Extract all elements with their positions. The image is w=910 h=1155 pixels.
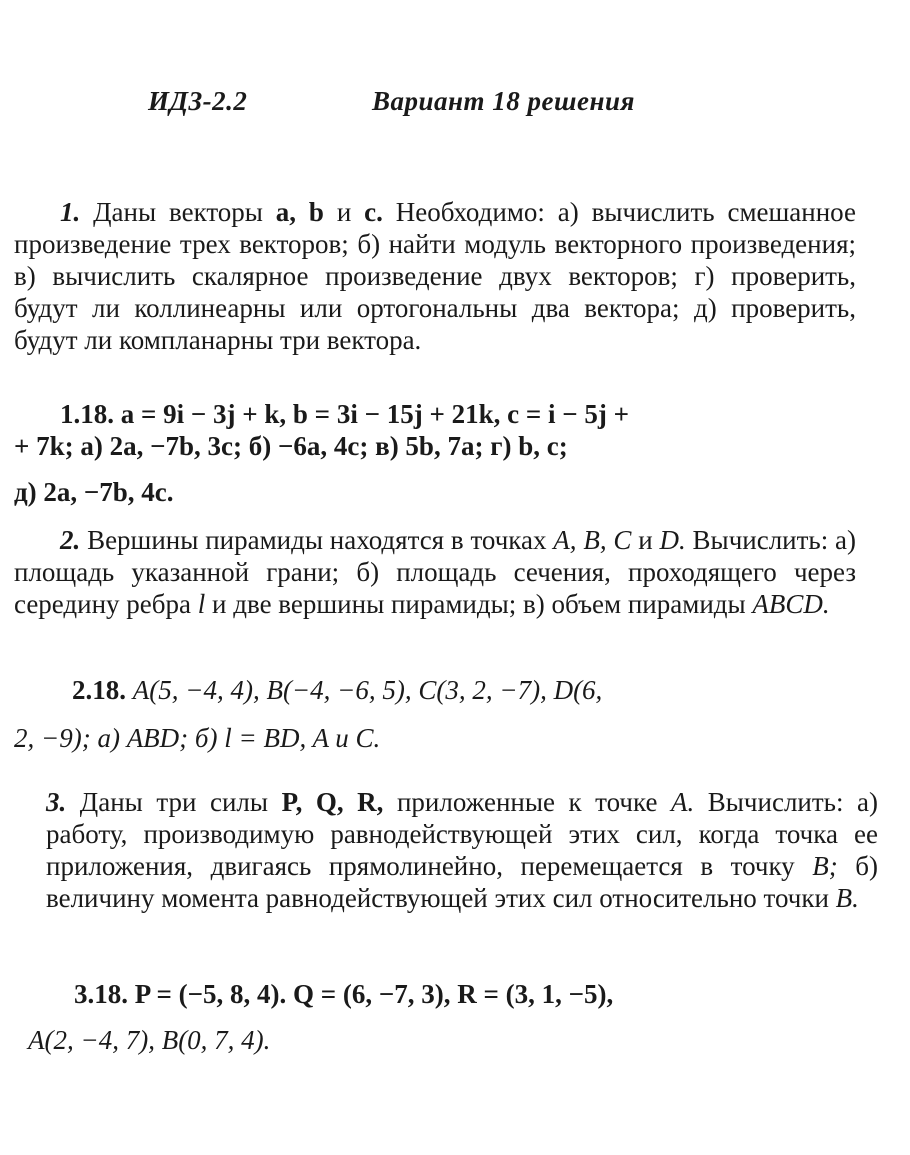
variant-3-line-2: A(2, −4, 7), B(0, 7, 4). [28, 1025, 271, 1055]
problem-1-text-a: Даны векторы [93, 197, 263, 227]
edge-l: l [197, 589, 206, 619]
variant-1-number: 1.18. [60, 399, 114, 429]
problem-2-statement [14, 524, 856, 620]
conj-and-2: и [638, 525, 653, 555]
variant-2-line-1: A(5, −4, 4), B(−4, −6, 5), C(3, 2, −7), D(6, [132, 675, 603, 705]
conj-and: и [336, 197, 352, 227]
problem-3-statement [46, 786, 878, 914]
problem-2-number: 2. [60, 525, 81, 555]
variant-1-line-2: + 7k; а) 2a, −7b, 3c; б) −6a, 4c; в) 5b, 7a; г) b, c; [14, 431, 568, 461]
variant-2-18 [14, 672, 856, 756]
pyramid-abcd: ABCD. [752, 589, 830, 619]
problem-2-text-c: и две вершины пирамиды; в) объем пирамиды [212, 589, 746, 619]
forces-pqr: P, Q, R, [281, 787, 384, 817]
problem-2-text-b: Вычислить: а) площадь указанной грани; б) площадь сечения, проходящего через середину ребра [14, 525, 857, 619]
variant-3-line-1: P = (−5, 8, 4). Q = (6, −7, 3), R = (3, 1, −5), [134, 979, 614, 1009]
point-d: D. [659, 525, 686, 555]
variant-1-18 [14, 398, 856, 508]
problem-3-text-a: Даны три силы [79, 787, 269, 817]
vector-a: a, [275, 197, 297, 227]
problem-2-text-a: Вершины пирамиды находятся в точках [87, 525, 547, 555]
variant-title: Вариант 18 решения [372, 86, 635, 116]
vector-c: c. [364, 197, 383, 227]
problem-1-statement [14, 196, 856, 356]
vector-b: b [308, 197, 324, 227]
problem-1-number: 1. [60, 197, 81, 227]
variant-2-line-2: 2, −9); а) ABD; б) l = BD, A и C. [14, 723, 381, 753]
variant-3-number: 3.18. [74, 979, 128, 1009]
variant-3-18 [28, 974, 860, 1060]
problem-1-text-b: Необходимо: а) вычислить смешанное произведение трех векторов; б) найти модуль векторного произведения; в) вычислить скалярное произведение двух векторов; г) проверить, будут ли коллинеарны или ортогональны два вектора; д) проверить, будут ли компланарны три вектора. [14, 197, 856, 355]
problem-3-text-d: б) величину момента равнодействующей этих сил относительно точки [46, 851, 878, 913]
variant-2-number: 2.18. [72, 675, 126, 705]
variant-1-line-1: a = 9i − 3j + k, b = 3i − 15j + 21k, c = i − 5j + [120, 399, 629, 429]
variant-1-line-3: д) 2a, −7b, 4c. [14, 477, 174, 507]
point-a: A. [670, 787, 695, 817]
point-b: B; [812, 851, 838, 881]
problem-3-text-b: приложенные к точке [396, 787, 658, 817]
assignment-code: ИДЗ-2.2 [148, 86, 248, 116]
point-b-2: B. [835, 883, 859, 913]
problem-3-text-c: Вычислить: а) работу, производимую равнодействующей этих сил, когда точка ее приложения, двигаясь прямолинейно, перемещается в точку [46, 787, 878, 881]
problem-3-number: 3. [46, 787, 67, 817]
points-abc: A, B, C [553, 525, 632, 555]
